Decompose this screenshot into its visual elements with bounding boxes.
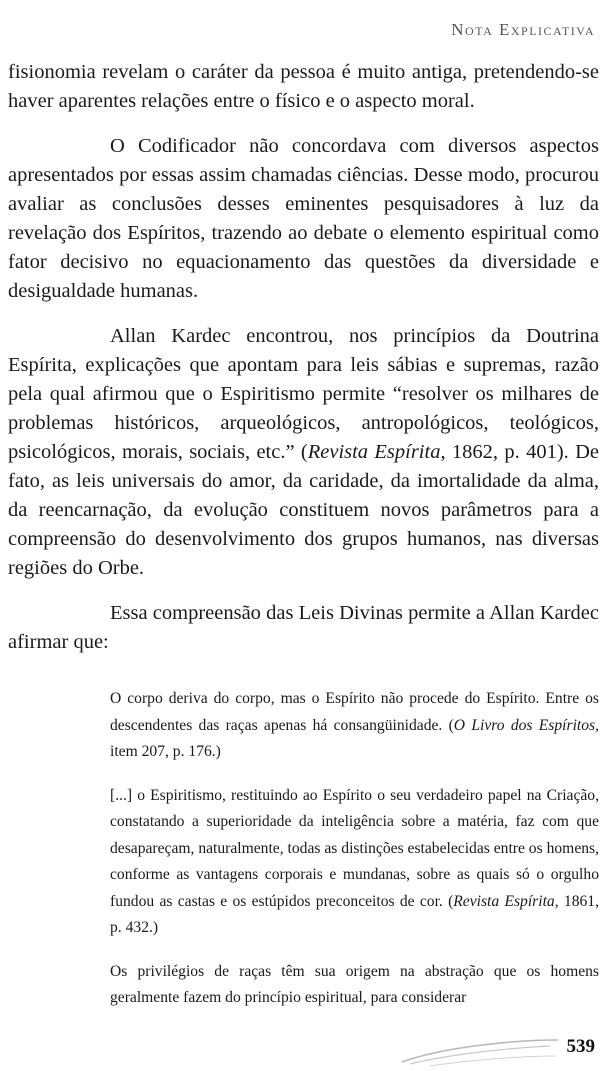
paragraph-2: O Codificador não concordava com diversos aspectos apresentados por essas assim chamadas ciências. Desse modo, procurou avaliar as conclusões desses eminentes pesquisadores à luz da revelação dos Espíritos, trazendo ao debate o elemento espiritual como fator decisivo no equacionamento das questões da diversidade e desigualdade humanas.: [8, 135, 599, 302]
page-number: 539: [566, 1036, 595, 1057]
main-text: [8, 58, 599, 673]
quote-1-ref: , item 207, p. 176.): [110, 716, 600, 760]
block-quotes: [110, 686, 599, 1029]
quote-1: [110, 686, 599, 766]
quote-1-text: O corpo deriva do corpo, mas o Espírito não procede do Espírito. Entre os descendentes das raças apenas há consangüinidade. (: [110, 690, 599, 734]
quote-1-source: O Livro dos Espíritos: [453, 716, 596, 734]
quote-2-ref: , 1861, p. 432.): [110, 892, 599, 936]
paragraph-4: Essa compreensão das Leis Divinas permite a Allan Kardec afirmar que:: [8, 602, 599, 653]
paragraph-3: [8, 322, 599, 583]
quote-2-source: Revista Espírita: [453, 892, 555, 910]
paragraph-1: fisionomia revelam o caráter da pessoa é muito antiga, pretendendo-se haver aparentes relações entre o físico e o aspecto moral.: [8, 61, 599, 112]
quote-3: Os privilégios de raças têm sua origem na abstração que os homens geralmente fazem do princípio espiritual, para considerar: [110, 962, 599, 1006]
paragraph-3-part-b: , 1862, p. 401). De fato, as leis universais do amor, da caridade, da imortalidade da alma, da reencarnação, da evolução constituem novos parâmetros para a compreensão do desenvolvimento dos grupos humanos, nas diversas regiões do Orbe.: [8, 441, 599, 579]
quote-2-text: [...] o Espiritismo, restituindo ao Espírito o seu verdadeiro papel na Criação, constatando a superioridade da inteligência sobre a matéria, faz com que desapareçam, naturalmente, todas as distinções estabelecidas entre os homens, conforme as vantagens corporais e mundanas, sobre as quais só o orgulho fundou as castas e os estúpidos preconceitos de cor. (: [110, 786, 599, 910]
running-header: Nota Explicativa: [451, 20, 595, 39]
quote-2: [110, 783, 599, 942]
paragraph-3-source: Revista Espírita: [307, 441, 441, 463]
paragraph-3-part-a: Allan Kardec encontrou, nos princípios da Doutrina Espírita, explicações que apontam para leis sábias e supremas, razão pela qual afirmou que o Espiritismo permite “resolver os milhares de problemas históricos, arqueológicos, antropológicos, teológicos, psicológicos, morais, sociais, etc.” (: [8, 325, 599, 463]
footer-swoosh-ornament: [400, 1034, 560, 1068]
